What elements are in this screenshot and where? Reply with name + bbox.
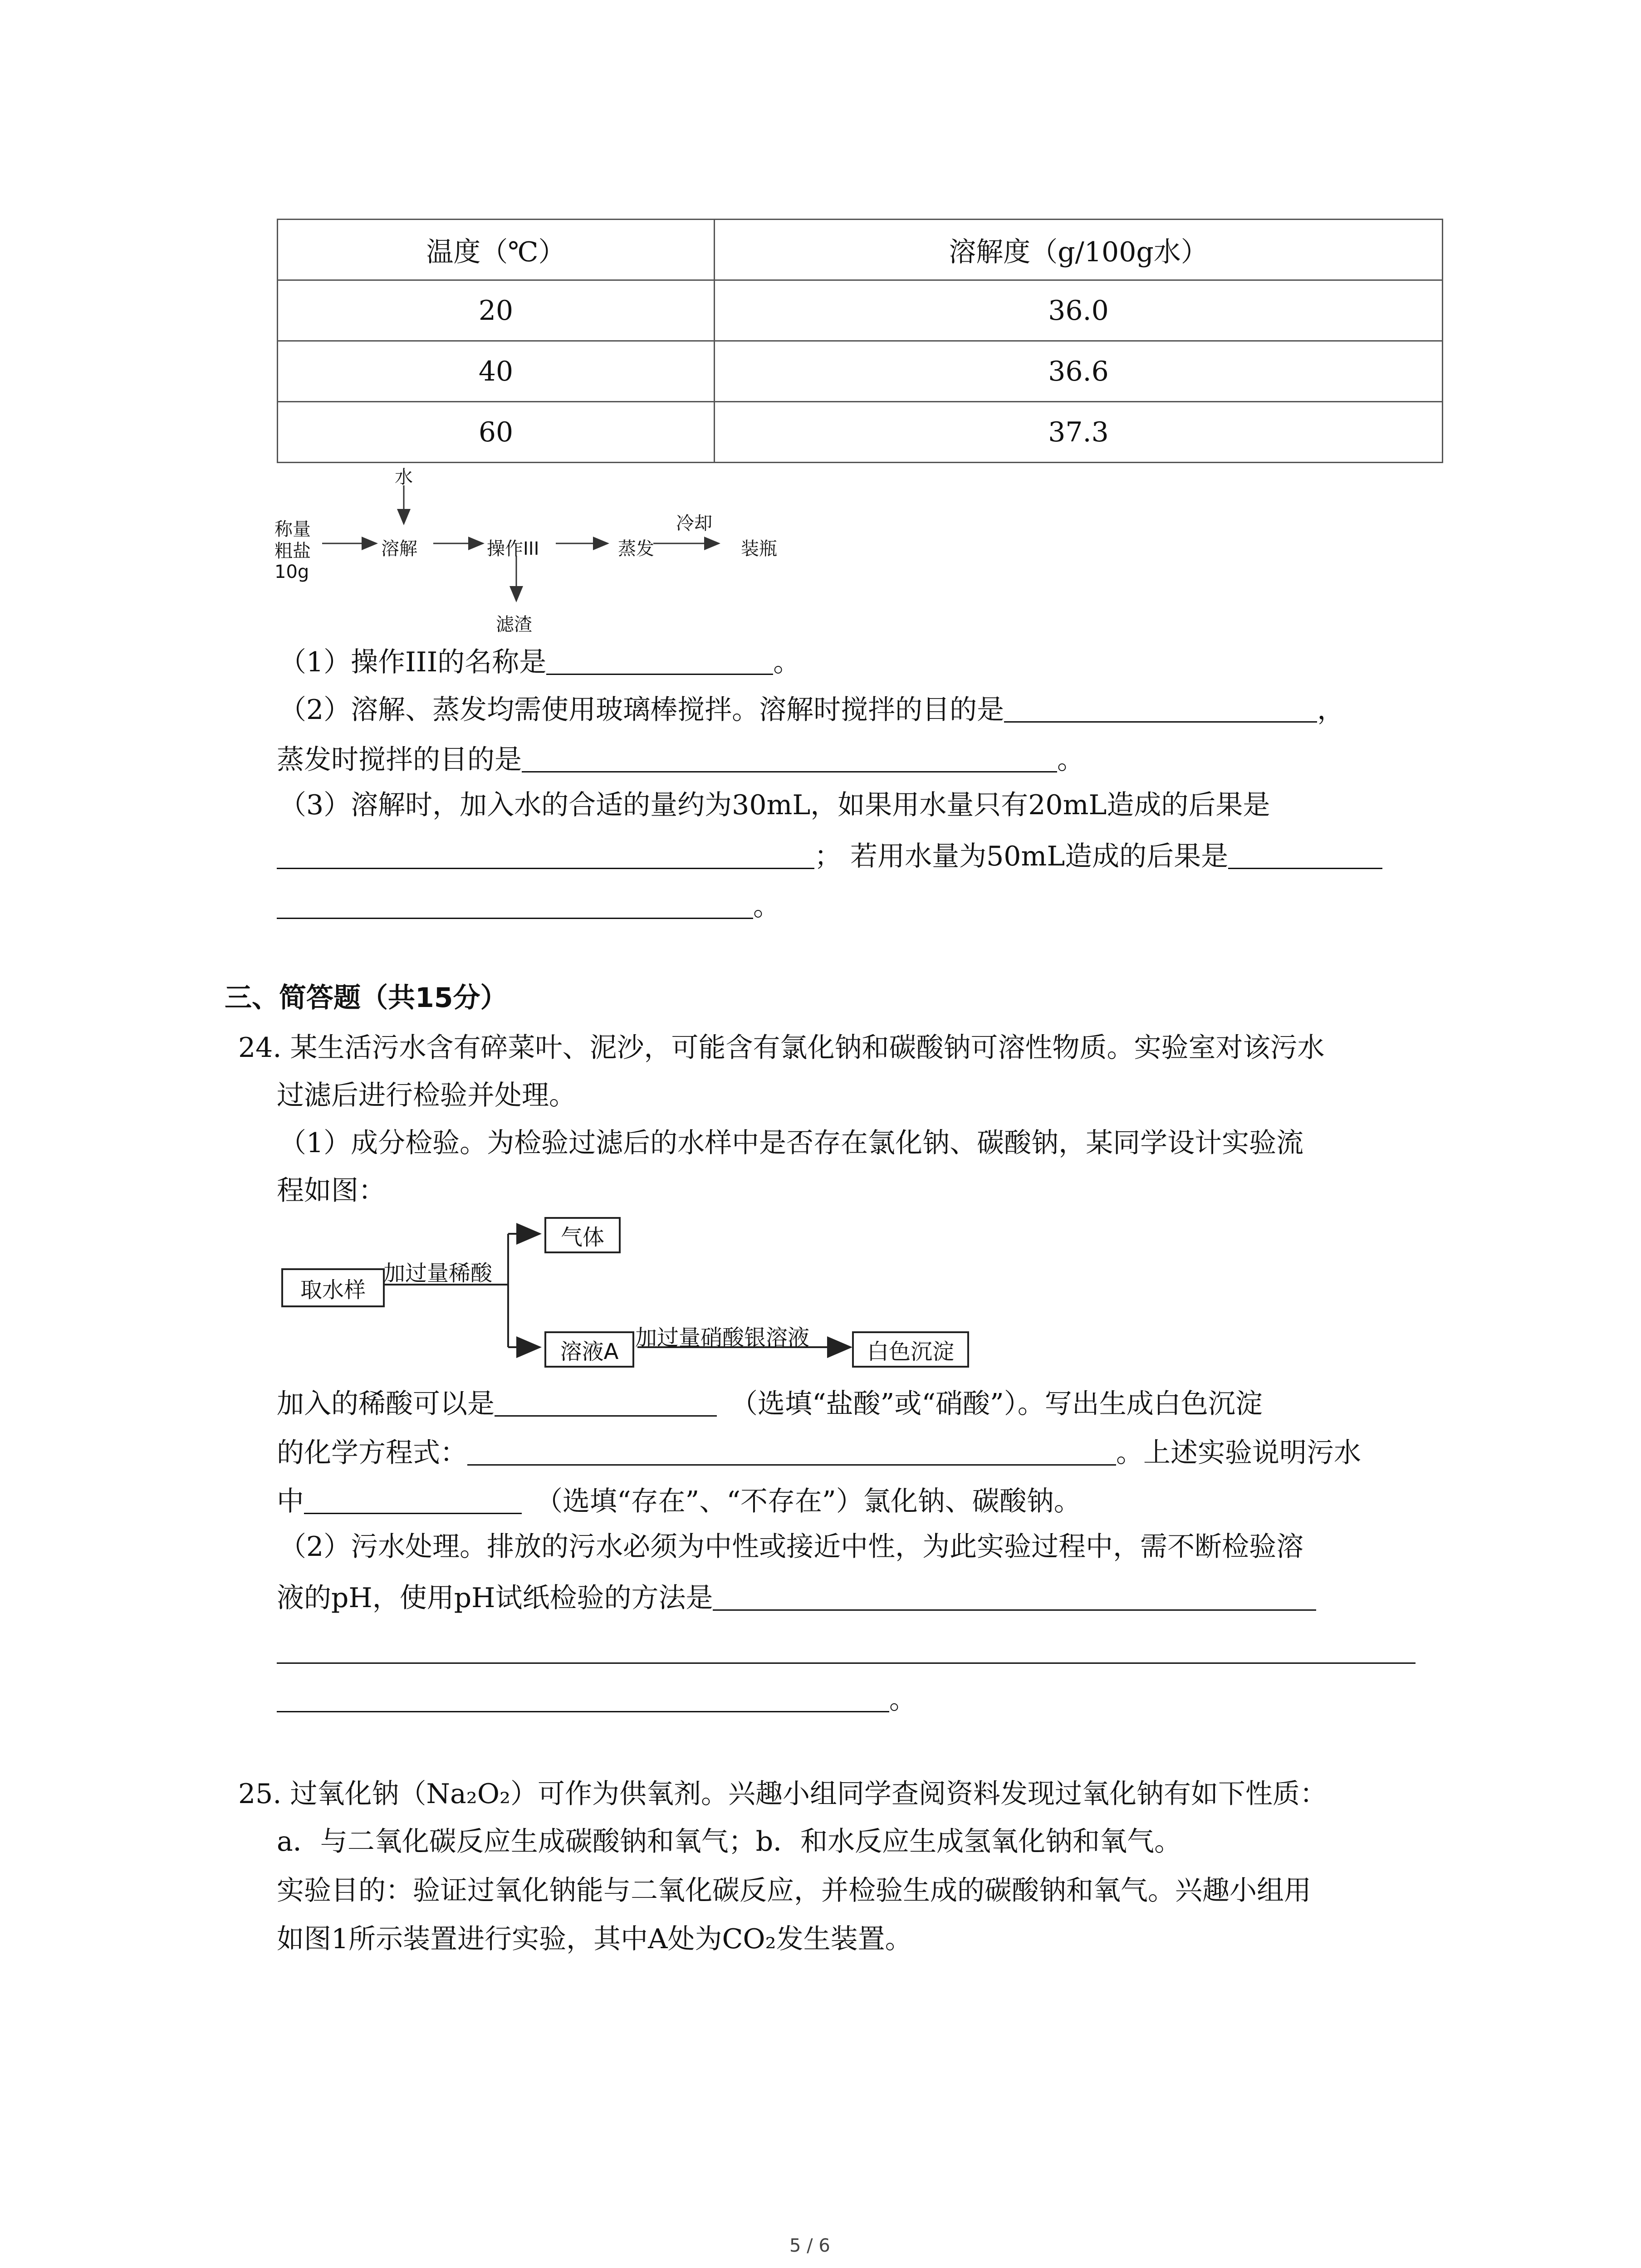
flow-take-sample: 取水样 <box>281 1268 385 1307</box>
answer-blank[interactable] <box>495 1388 717 1417</box>
answer-blank[interactable] <box>467 1437 1116 1466</box>
q24-line1: 24. 某生活污水含有碎菜叶、泥沙，可能含有氯化钠和碳酸钠可溶性物质。实验室对该污水 <box>238 1032 1325 1064</box>
table-header-temperature: 温度（℃） <box>278 220 715 280</box>
q24-b2-text: 液的pH，使用pH试纸检验的方法是 <box>277 1582 713 1614</box>
q24-line4: 程如图： <box>277 1175 386 1207</box>
flow-start-line2: 粗盐 <box>274 541 311 562</box>
q24-part2-end-line <box>277 1684 916 1716</box>
q23-part3-end-line <box>277 890 780 920</box>
q24-line3: （1）成分检验。为检验过滤后的水样中是否存在氯化钠、碳酸钠，某同学设计实验流 <box>279 1127 1304 1159</box>
flow-start-line3: 10g <box>274 562 309 582</box>
answer-blank[interactable] <box>713 1582 1316 1611</box>
q24-a5-text: 中 <box>277 1486 304 1517</box>
table-cell: 60 <box>278 402 715 463</box>
q24-answer-line2 <box>277 1437 1361 1469</box>
q24-a3-text: 的化学方程式： <box>277 1437 467 1469</box>
q23-part3-end: 。 <box>753 890 780 922</box>
q24-answer-line3 <box>277 1486 1081 1515</box>
flow-gas: 气体 <box>544 1217 621 1253</box>
flow-cool-label: 冷却 <box>676 513 712 534</box>
flow-water-label: 水 <box>395 467 413 488</box>
flow-add-silver-nitrate-label: 加过量硝酸银溶液 <box>635 1325 810 1350</box>
table-cell: 37.3 <box>715 402 1443 463</box>
q23-part2-end: 。 <box>1057 744 1084 776</box>
q23-part1-text: （1）操作III的名称是 <box>279 646 547 678</box>
q23-part3-cont <box>277 841 1382 870</box>
table-cell: 40 <box>278 341 715 402</box>
section-heading: 三、简答题（共15分） <box>225 982 508 1014</box>
q24-a2-text: （选填“盐酸”或“硝酸”）。写出生成白色沉淀 <box>730 1388 1263 1420</box>
flow-operation-3: 操作III <box>487 538 539 559</box>
table-row <box>278 280 1443 341</box>
flow-solution-a: 溶液A <box>544 1331 634 1368</box>
flow-residue: 滤渣 <box>496 614 532 635</box>
answer-blank[interactable] <box>277 1684 889 1712</box>
table-cell: 20 <box>278 280 715 341</box>
table-header-solubility: 溶解度（g/100g水） <box>715 220 1443 280</box>
q23-part2 <box>279 694 1345 726</box>
q23-part2-cont <box>277 744 1084 776</box>
flowchart-arrows <box>272 463 817 644</box>
q24-line2: 过滤后进行检验并处理。 <box>277 1080 576 1111</box>
q24-part2-line1: （2）污水处理。排放的污水必须为中性或接近中性，为此实验过程中，需不断检验溶 <box>279 1531 1304 1563</box>
q25-line2: a．与二氧化碳反应生成碳酸钠和氧气；b．和水反应生成氢氧化钠和氧气。 <box>277 1826 1182 1857</box>
q23-part2-text-2: 蒸发时搅拌的目的是 <box>277 744 522 776</box>
q24-a6-text: （选填“存在”、“不存在”）氯化钠、碳酸钠。 <box>535 1486 1081 1517</box>
q23-part2-text: （2）溶解、蒸发均需使用玻璃棒搅拌。溶解时搅拌的目的是 <box>279 694 1004 726</box>
q24-part2-end: 。 <box>889 1684 916 1716</box>
q23-part3: （3）溶解时，加入水的合适的量约为30mL，如果用水量只有20mL造成的后果是 <box>279 789 1270 821</box>
q24-a4-text: 。上述实验说明污水 <box>1116 1437 1361 1469</box>
q23-part1 <box>279 646 800 676</box>
table-row <box>278 402 1443 463</box>
q23-part2-comma: ， <box>1317 694 1345 726</box>
q24-answer-line1 <box>277 1388 1263 1418</box>
q23-part3-text-2: ； 若用水量为50mL造成的后果是 <box>814 841 1229 872</box>
flow-start-line1: 称量 <box>274 519 311 540</box>
flow-white-precipitate: 白色沉淀 <box>852 1331 969 1368</box>
answer-line[interactable] <box>277 1662 1416 1664</box>
solubility-table <box>277 219 1443 463</box>
answer-blank[interactable] <box>277 890 753 919</box>
flow-add-acid-label: 加过量稀酸 <box>383 1261 493 1286</box>
answer-blank[interactable] <box>277 841 814 869</box>
q23-part1-end: 。 <box>773 646 801 678</box>
q24-a1-text: 加入的稀酸可以是 <box>277 1388 495 1420</box>
answer-blank[interactable] <box>1004 694 1317 723</box>
answer-blank[interactable] <box>546 646 773 675</box>
page-number: 5 / 6 <box>789 2235 830 2256</box>
q25-line1: 25. 过氧化钠（Na₂O₂）可作为供氧剂。兴趣小组同学查阅资料发现过氧化钠有如下性质： <box>238 1778 1327 1810</box>
answer-blank[interactable] <box>304 1486 522 1514</box>
answer-blank[interactable] <box>1228 841 1382 869</box>
flow-evaporate: 蒸发 <box>618 538 654 559</box>
q25-line3: 实验目的：验证过氧化钠能与二氧化碳反应，并检验生成的碳酸钠和氧气。兴趣小组用 <box>277 1875 1311 1906</box>
table-cell: 36.6 <box>715 341 1443 402</box>
flow-dissolve: 溶解 <box>381 538 417 559</box>
answer-blank[interactable] <box>522 744 1057 772</box>
q24-part2-line2 <box>277 1582 1316 1612</box>
table-cell: 36.0 <box>715 280 1443 341</box>
table-row <box>278 341 1443 402</box>
flow-bottle: 装瓶 <box>741 538 777 559</box>
q25-line4: 如图1所示装置进行实验，其中A处为CO₂发生装置。 <box>277 1923 912 1955</box>
